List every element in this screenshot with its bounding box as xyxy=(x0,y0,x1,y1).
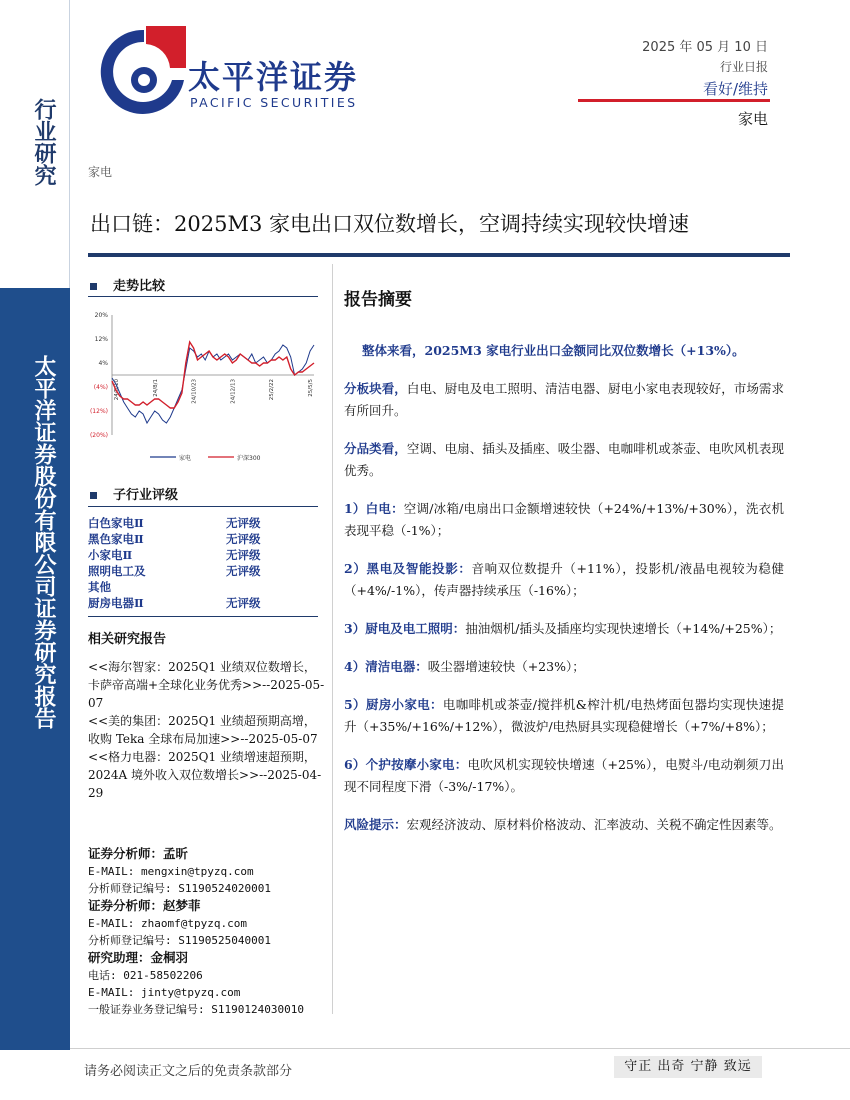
analyst-email[interactable]: E-MAIL: jinty@tpyzq.com xyxy=(88,986,241,999)
rating-row: 黑色家电Ⅱ 无评级 xyxy=(88,532,261,546)
sidebar-category-label: 行业研究 xyxy=(31,98,57,186)
analyst-reg-no: 分析师登记编号: S1190525040001 xyxy=(88,934,271,947)
related-reports-list xyxy=(88,658,326,802)
footer-divider xyxy=(70,1048,850,1049)
title-divider xyxy=(88,253,790,257)
sidebar-bottom xyxy=(0,288,70,1050)
analyst-email[interactable]: E-MAIL: mengxin@tpyzq.com xyxy=(88,865,254,878)
summary-paragraph: 3）厨电及电工照明：抽油烟机/插头及插座均实现快速增长（+14%/+25%）； xyxy=(344,621,782,636)
analyst-name: 金桐羽 xyxy=(150,950,189,965)
company-motto: 守正 出奇 宁静 致远 xyxy=(614,1056,762,1078)
rating-row: 小家电Ⅱ 无评级 xyxy=(88,548,261,562)
report-title: 出口链：2025M3 家电出口双位数增长，空调持续实现较快增速 xyxy=(90,212,689,236)
related-report-link[interactable]: <<美的集团：2025Q1 业绩超预期高增，收购 Teka 全球布局加速>>--2025-05-07 xyxy=(88,714,318,746)
industry-name: 家电 xyxy=(737,110,768,128)
footer-disclaimer[interactable]: 请务必阅读正文之后的免责条款部分 xyxy=(84,1064,293,1079)
summary-paragraph: 风险提示：宏观经济波动、原材料价格波动、汇率波动、关税不确定性因素等。 xyxy=(344,817,782,832)
y-tick-label: (4%) xyxy=(93,384,108,391)
y-tick-label: 20% xyxy=(94,312,108,319)
analyst-reg-no: 一般证券业务登记编号: S1190124030010 xyxy=(88,1003,304,1016)
x-tick-label: 25/2/22 xyxy=(269,379,276,401)
industry-rating: 看好/维持 xyxy=(702,80,768,98)
summary-body xyxy=(344,340,784,852)
analyst-phone: 电话: 021-58502206 xyxy=(88,969,203,982)
sub-rating-heading: 子行业评级 xyxy=(90,484,178,503)
analyst-name: 孟昕 xyxy=(163,846,189,861)
trend-heading: 走势比较 xyxy=(90,275,165,294)
x-tick-label: 25/5/5 xyxy=(308,379,314,397)
y-tick-label: 4% xyxy=(98,360,108,367)
trend-underline xyxy=(88,296,318,297)
bullet-square-icon xyxy=(90,492,97,499)
summary-lead: 整体来看，2025M3 家电行业出口金额同比双位数增长（+13%）。 xyxy=(362,343,745,358)
legend-label-home-appliance: 家电 xyxy=(179,455,192,462)
sub-rating-underline xyxy=(88,506,318,507)
related-report-link[interactable]: <<格力电器：2025Q1 业绩增速超预期，2024A 境外收入双位数增长>>--2025-04-29 xyxy=(88,750,322,800)
sub-rating-bottom-rule xyxy=(88,616,318,617)
brand-name-en: PACIFIC SECURITIES xyxy=(190,95,358,110)
y-tick-label: (20%) xyxy=(89,432,108,439)
summary-paragraph: 5）厨房小家电：电咖啡机或茶壶/搅拌机&榨汁机/电热烤面包器均实现快速提升（+35%/+16%/+12%），微波炉/电热厨具实现稳健增长（+7%/+8%）； xyxy=(344,697,784,734)
trend-chart xyxy=(84,305,320,471)
bullet-square-icon xyxy=(90,283,97,290)
rating-row: 其他 xyxy=(88,580,111,594)
column-divider xyxy=(332,264,333,1014)
analyst-reg-no: 分析师登记编号: S1190524020001 xyxy=(88,882,271,895)
x-tick-label: 24/10/23 xyxy=(191,379,198,404)
rating-row: 白色家电Ⅱ 无评级 xyxy=(88,516,261,530)
x-tick-label: 24/8/1 xyxy=(152,379,159,397)
summary-paragraph: 分品类看，空调、电扇、插头及插座、吸尘器、电咖啡机或茶壶、电吹风机表现优秀。 xyxy=(344,441,784,478)
sidebar-company-label: 太平洋证券股份有限公司证券研究报告 xyxy=(31,355,57,729)
rating-row: 照明电工及 无评级 xyxy=(88,564,261,578)
x-tick-label: 24/5/10 xyxy=(114,379,120,401)
report-date: 2025 年 05 月 10 日 xyxy=(642,40,768,55)
analyst-name: 赵梦菲 xyxy=(163,898,201,913)
y-tick-label: (12%) xyxy=(89,408,108,415)
sub-rating-table xyxy=(88,515,318,611)
analyst-email[interactable]: E-MAIL: zhaomf@tpyzq.com xyxy=(88,917,247,930)
summary-paragraph: 1）白电：空调/冰箱/电扇出口金额增速较快（+24%/+13%/+30%），洗衣机表现平稳（-1%）； xyxy=(344,501,784,538)
related-reports-heading: 相关研究报告 xyxy=(88,632,167,647)
rating-row: 厨房电器Ⅱ 无评级 xyxy=(88,596,261,610)
brand-name-cn: 太平洋证券 xyxy=(188,58,359,96)
header-divider xyxy=(578,99,770,102)
company-logo-icon xyxy=(98,24,188,120)
sidebar xyxy=(0,0,70,1100)
summary-heading: 报告摘要 xyxy=(344,290,412,310)
sidebar-top xyxy=(0,0,70,288)
legend-label-csi300: 沪深300 xyxy=(237,455,261,462)
summary-paragraph: 6）个护按摩小家电：电吹风机实现较快增速（+25%），电熨斗/电动剃须刀出现不同程度下滑（-3%/-17%）。 xyxy=(344,757,784,794)
y-tick-label: 12% xyxy=(94,336,108,343)
summary-paragraph: 分板块看，白电、厨电及电工照明、清洁电器、厨电小家电表现较好，市场需求有所回升。 xyxy=(344,381,784,418)
x-tick-label: 24/12/13 xyxy=(230,379,237,404)
sector-tag: 家电 xyxy=(88,165,113,179)
summary-paragraph: 4）清洁电器：吸尘器增速较快（+23%）； xyxy=(344,659,585,674)
analyst-info: 证券分析师：孟昕 E-MAIL: mengxin@tpyzq.com 分析师登记编号: S1190524020001 证券分析师：赵梦菲 E-MAIL: zhaomf@tpyzq.com 分析师登记编号: S1190525040001 研究助理：金桐羽 电话: 021-58502206 E-MAIL: jinty@tpyzq.com 一般证券业务登记编号: S1190124030010 xyxy=(88,845,328,1018)
summary-paragraph: 2）黑电及智能投影：音响双位数提升（+11%），投影机/液晶电视较为稳健（+4%/-1%），传声器持续承压（-16%）； xyxy=(344,561,784,598)
related-report-link[interactable]: <<海尔智家：2025Q1 业绩双位数增长，卡萨帝高端+全球化业务优秀>>--2025-05-07 xyxy=(88,660,325,710)
report-type: 行业日报 xyxy=(719,60,768,74)
